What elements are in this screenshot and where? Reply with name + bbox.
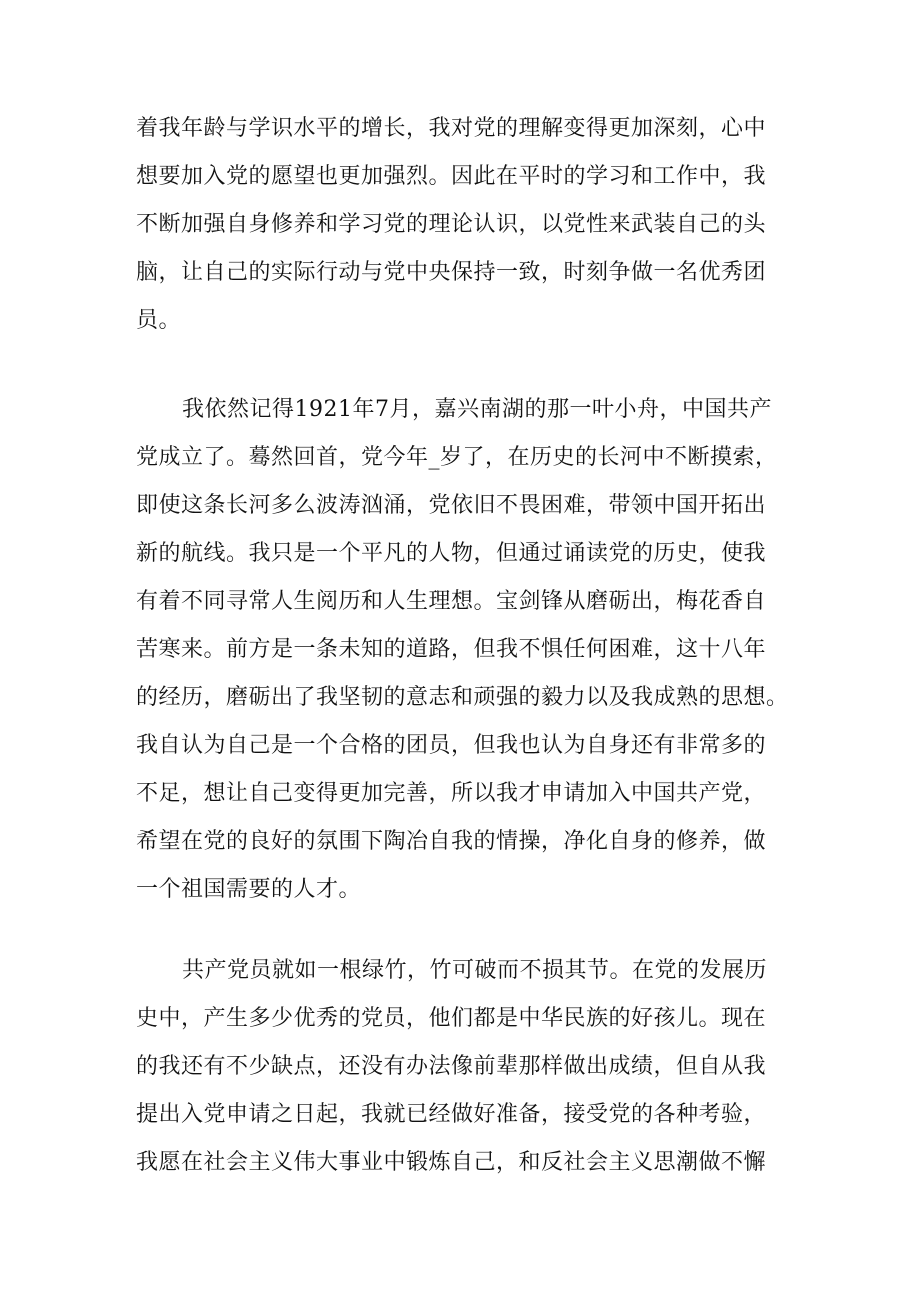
text-line-indented: 我依然记得1921年7月，嘉兴南湖的那一叶小舟，中国共产 bbox=[182, 397, 772, 422]
text-line: 不足，想让自己变得更加完善，所以我才申请加入中国共产党， bbox=[136, 781, 767, 806]
text-line: 党成立了。蓦然回首，党今年_岁了，在历史的长河中不断摸索， bbox=[136, 445, 778, 470]
text-line: 着我年龄与学识水平的增长，我对党的理解变得更加深刻，心中 bbox=[136, 116, 767, 141]
text-line: 我自认为自己是一个合格的团员，但我也认为自身还有非常多的 bbox=[136, 733, 767, 758]
text-line: 员。 bbox=[136, 308, 182, 333]
text-line: 我愿在社会主义伟大事业中锻炼自己，和反社会主义思潮做不懈 bbox=[136, 1150, 767, 1175]
text-line: 一个祖国需要的人才。 bbox=[136, 877, 362, 902]
text-line: 脑，让自己的实际行动与党中央保持一致，时刻争做一名优秀团 bbox=[136, 260, 767, 285]
text-line: 提出入党申请之日起，我就已经做好准备，接受党的各种考验， bbox=[136, 1102, 767, 1127]
text-line: 史中，产生多少优秀的党员，他们都是中华民族的好孩儿。现在 bbox=[136, 1006, 767, 1031]
paragraph-3 bbox=[136, 947, 816, 1187]
text-line: 的经历，磨砺出了我坚韧的意志和顽强的毅力以及我成熟的思想。 bbox=[136, 685, 789, 710]
text-line: 苦寒来。前方是一条未知的道路，但我不惧任何困难，这十八年 bbox=[136, 637, 767, 662]
paragraph-1 bbox=[136, 105, 816, 345]
text-line-indented: 共产党员就如一根绿竹，竹可破而不损其节。在党的发展历 bbox=[182, 958, 768, 983]
text-line: 希望在党的良好的氛围下陶冶自我的情操，净化自身的修养，做 bbox=[136, 829, 767, 854]
text-line: 想要加入党的愿望也更加强烈。因此在平时的学习和工作中，我 bbox=[136, 164, 767, 189]
paragraph-2 bbox=[136, 386, 816, 914]
text-line: 的我还有不少缺点，还没有办法像前辈那样做出成绩，但自从我 bbox=[136, 1054, 767, 1079]
text-line: 即使这条长河多么波涛汹涌，党依旧不畏困难，带领中国开拓出 bbox=[136, 493, 767, 518]
text-line: 有着不同寻常人生阅历和人生理想。宝剑锋从磨砺出，梅花香自 bbox=[136, 589, 767, 614]
text-line: 新的航线。我只是一个平凡的人物，但通过诵读党的历史，使我 bbox=[136, 541, 767, 566]
text-line: 不断加强自身修养和学习党的理论认识，以党性来武装自己的头 bbox=[136, 212, 767, 237]
